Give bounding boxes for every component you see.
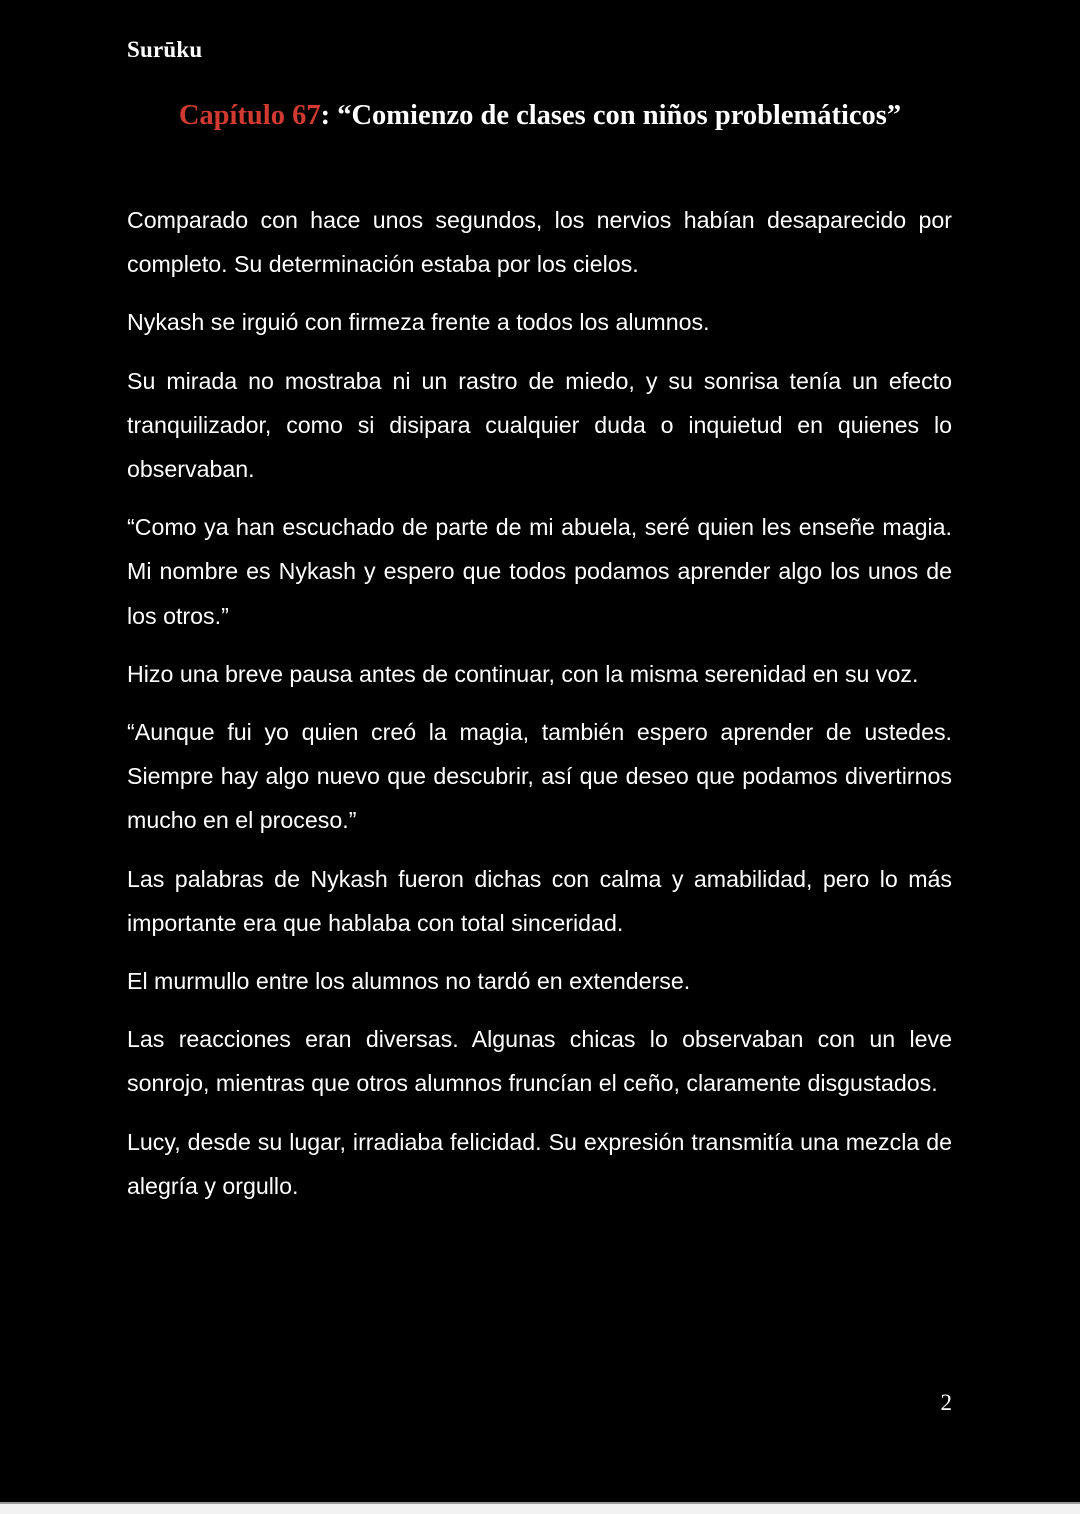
chapter-body xyxy=(127,198,952,1222)
chapter-separator: : xyxy=(320,100,338,131)
paragraph: “Aunque fui yo quien creó la magia, también espero aprender de ustedes. Siempre hay algo nuevo que descubrir, así que deseo que podamos divertirnos mucho en el proceso.” xyxy=(127,719,952,834)
page-number: 2 xyxy=(940,1390,952,1415)
paragraph: Su mirada no mostraba ni un rastro de miedo, y su sonrisa tenía un efecto tranquilizador, como si disipara cualquier duda o inquietud en quienes lo observaban. xyxy=(127,367,952,483)
paragraph: Hizo una breve pausa antes de continuar, con la misma serenidad en su voz. xyxy=(127,660,919,687)
chapter-title xyxy=(0,100,1080,132)
paragraph: Nykash se irguió con firmeza frente a todos los alumnos. xyxy=(127,309,710,336)
paragraph: “Como ya han escuchado de parte de mi abuela, seré quien les enseñe magia. Mi nombre es Nykash y espero que todos podamos aprender algo los unos de los otros.” xyxy=(127,514,952,629)
paragraph: Lucy, desde su lugar, irradiaba felicidad. Su expresión transmitía una mezcla de alegría y orgullo. xyxy=(127,1128,952,1199)
chapter-name: “Comienzo de clases con niños problemáticos” xyxy=(337,100,902,131)
chapter-number: Capítulo 67 xyxy=(178,100,321,131)
paragraph: El murmullo entre los alumnos no tardó en extenderse. xyxy=(127,968,691,995)
paragraph: Las reacciones eran diversas. Algunas chicas lo observaban con un leve sonrojo, mientras que otros alumnos fruncían el ceño, claramente disgustados. xyxy=(127,1026,952,1097)
paragraph: Las palabras de Nykash fueron dichas con calma y amabilidad, pero lo más importante era que hablaba con total sinceridad. xyxy=(127,865,952,936)
paragraph: Comparado con hace unos segundos, los nervios habían desaparecido por completo. Su determinación estaba por los cielos. xyxy=(127,207,952,278)
author-header: Surūku xyxy=(127,37,203,62)
